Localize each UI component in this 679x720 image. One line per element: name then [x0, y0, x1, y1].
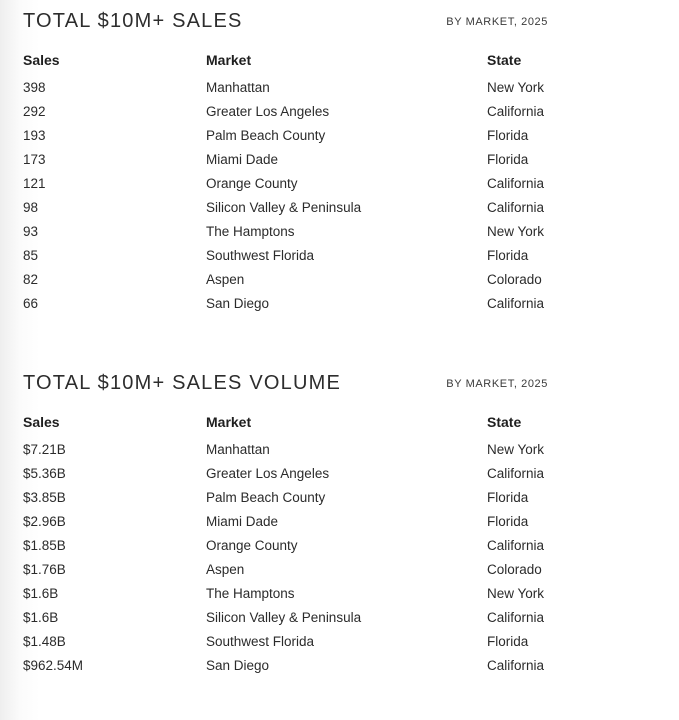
state-cell: California	[487, 610, 545, 625]
table-row	[23, 100, 548, 124]
sales-cell: $962.54M	[23, 658, 84, 673]
sales-cell: 82	[23, 272, 39, 287]
table-row	[23, 172, 548, 196]
market-cell: Greater Los Angeles	[206, 466, 330, 481]
market-cell: Aspen	[206, 562, 245, 577]
state-cell: California	[487, 296, 545, 311]
table-row	[23, 220, 548, 244]
sales-cell: 193	[23, 128, 46, 143]
sales-cell: 93	[23, 224, 39, 239]
state-cell: California	[487, 200, 545, 215]
sales-cell: $1.48B	[23, 634, 66, 649]
table-row	[23, 76, 548, 100]
table-header-row	[23, 412, 548, 438]
state-cell: California	[487, 658, 545, 673]
sales-cell: 292	[23, 104, 46, 119]
sales-cell: 66	[23, 296, 39, 311]
state-cell: Florida	[487, 152, 529, 167]
market-cell: Silicon Valley & Peninsula	[206, 200, 362, 215]
table-header-row	[23, 50, 548, 76]
market-cell: San Diego	[206, 296, 270, 311]
table-row	[23, 534, 548, 558]
state-cell: Colorado	[487, 272, 542, 287]
sales-cell: $2.96B	[23, 514, 66, 529]
state-cell: New York	[487, 80, 545, 95]
sales-cell: $3.85B	[23, 490, 66, 505]
section-title: TOTAL $10M+ SALES	[23, 10, 243, 32]
state-cell: California	[487, 104, 545, 119]
market-cell: San Diego	[206, 658, 270, 673]
state-cell: New York	[487, 586, 545, 601]
column-header-sales: Sales	[23, 52, 60, 68]
table-row	[23, 606, 548, 630]
market-cell: Manhattan	[206, 442, 270, 457]
table-row	[23, 268, 548, 292]
market-cell: Southwest Florida	[206, 248, 315, 263]
sales-cell: 398	[23, 80, 46, 95]
market-cell: The Hamptons	[206, 224, 295, 239]
sales-count-table	[23, 50, 548, 316]
column-header-state: State	[487, 414, 522, 430]
table-row	[23, 244, 548, 268]
table-row	[23, 582, 548, 606]
table-row	[23, 148, 548, 172]
sales-cell: $1.85B	[23, 538, 66, 553]
sales-cell: $1.6B	[23, 610, 59, 625]
table-row	[23, 486, 548, 510]
column-header-state: State	[487, 52, 522, 68]
market-cell: Aspen	[206, 272, 245, 287]
column-header-market: Market	[206, 52, 252, 68]
sales-cell: 98	[23, 200, 39, 215]
sales-cell: $5.36B	[23, 466, 66, 481]
market-cell: Palm Beach County	[206, 128, 326, 143]
market-cell: Miami Dade	[206, 514, 279, 529]
section-header	[23, 8, 548, 38]
state-cell: Florida	[487, 128, 529, 143]
market-cell: Orange County	[206, 176, 298, 191]
sales-volume-table	[23, 412, 548, 678]
market-cell: The Hamptons	[206, 586, 295, 601]
state-cell: California	[487, 538, 545, 553]
table-row	[23, 196, 548, 220]
section-header	[23, 370, 548, 400]
section-subtitle: BY MARKET, 2025	[446, 16, 548, 28]
market-cell: Palm Beach County	[206, 490, 326, 505]
section-title: TOTAL $10M+ SALES VOLUME	[23, 372, 341, 394]
state-cell: California	[487, 176, 545, 191]
table-row	[23, 630, 548, 654]
state-cell: Florida	[487, 248, 529, 263]
state-cell: New York	[487, 224, 545, 239]
table-row	[23, 654, 548, 678]
column-header-sales: Sales	[23, 414, 60, 430]
market-cell: Manhattan	[206, 80, 270, 95]
state-cell: Florida	[487, 514, 529, 529]
table-row	[23, 462, 548, 486]
sales-count-section	[23, 8, 548, 316]
table-row	[23, 292, 548, 316]
sales-cell: $1.76B	[23, 562, 66, 577]
sales-volume-section	[23, 370, 548, 678]
sales-cell: 121	[23, 176, 46, 191]
market-cell: Miami Dade	[206, 152, 279, 167]
table-row	[23, 558, 548, 582]
state-cell: Florida	[487, 490, 529, 505]
table-row	[23, 438, 548, 462]
market-cell: Orange County	[206, 538, 298, 553]
column-header-market: Market	[206, 414, 252, 430]
market-cell: Silicon Valley & Peninsula	[206, 610, 362, 625]
state-cell: Florida	[487, 634, 529, 649]
state-cell: Colorado	[487, 562, 542, 577]
sales-cell: 173	[23, 152, 46, 167]
state-cell: New York	[487, 442, 545, 457]
table-row	[23, 510, 548, 534]
market-cell: Greater Los Angeles	[206, 104, 330, 119]
state-cell: California	[487, 466, 545, 481]
section-subtitle: BY MARKET, 2025	[446, 378, 548, 390]
sales-cell: $7.21B	[23, 442, 66, 457]
market-cell: Southwest Florida	[206, 634, 315, 649]
sales-cell: 85	[23, 248, 39, 263]
table-row	[23, 124, 548, 148]
sales-cell: $1.6B	[23, 586, 59, 601]
